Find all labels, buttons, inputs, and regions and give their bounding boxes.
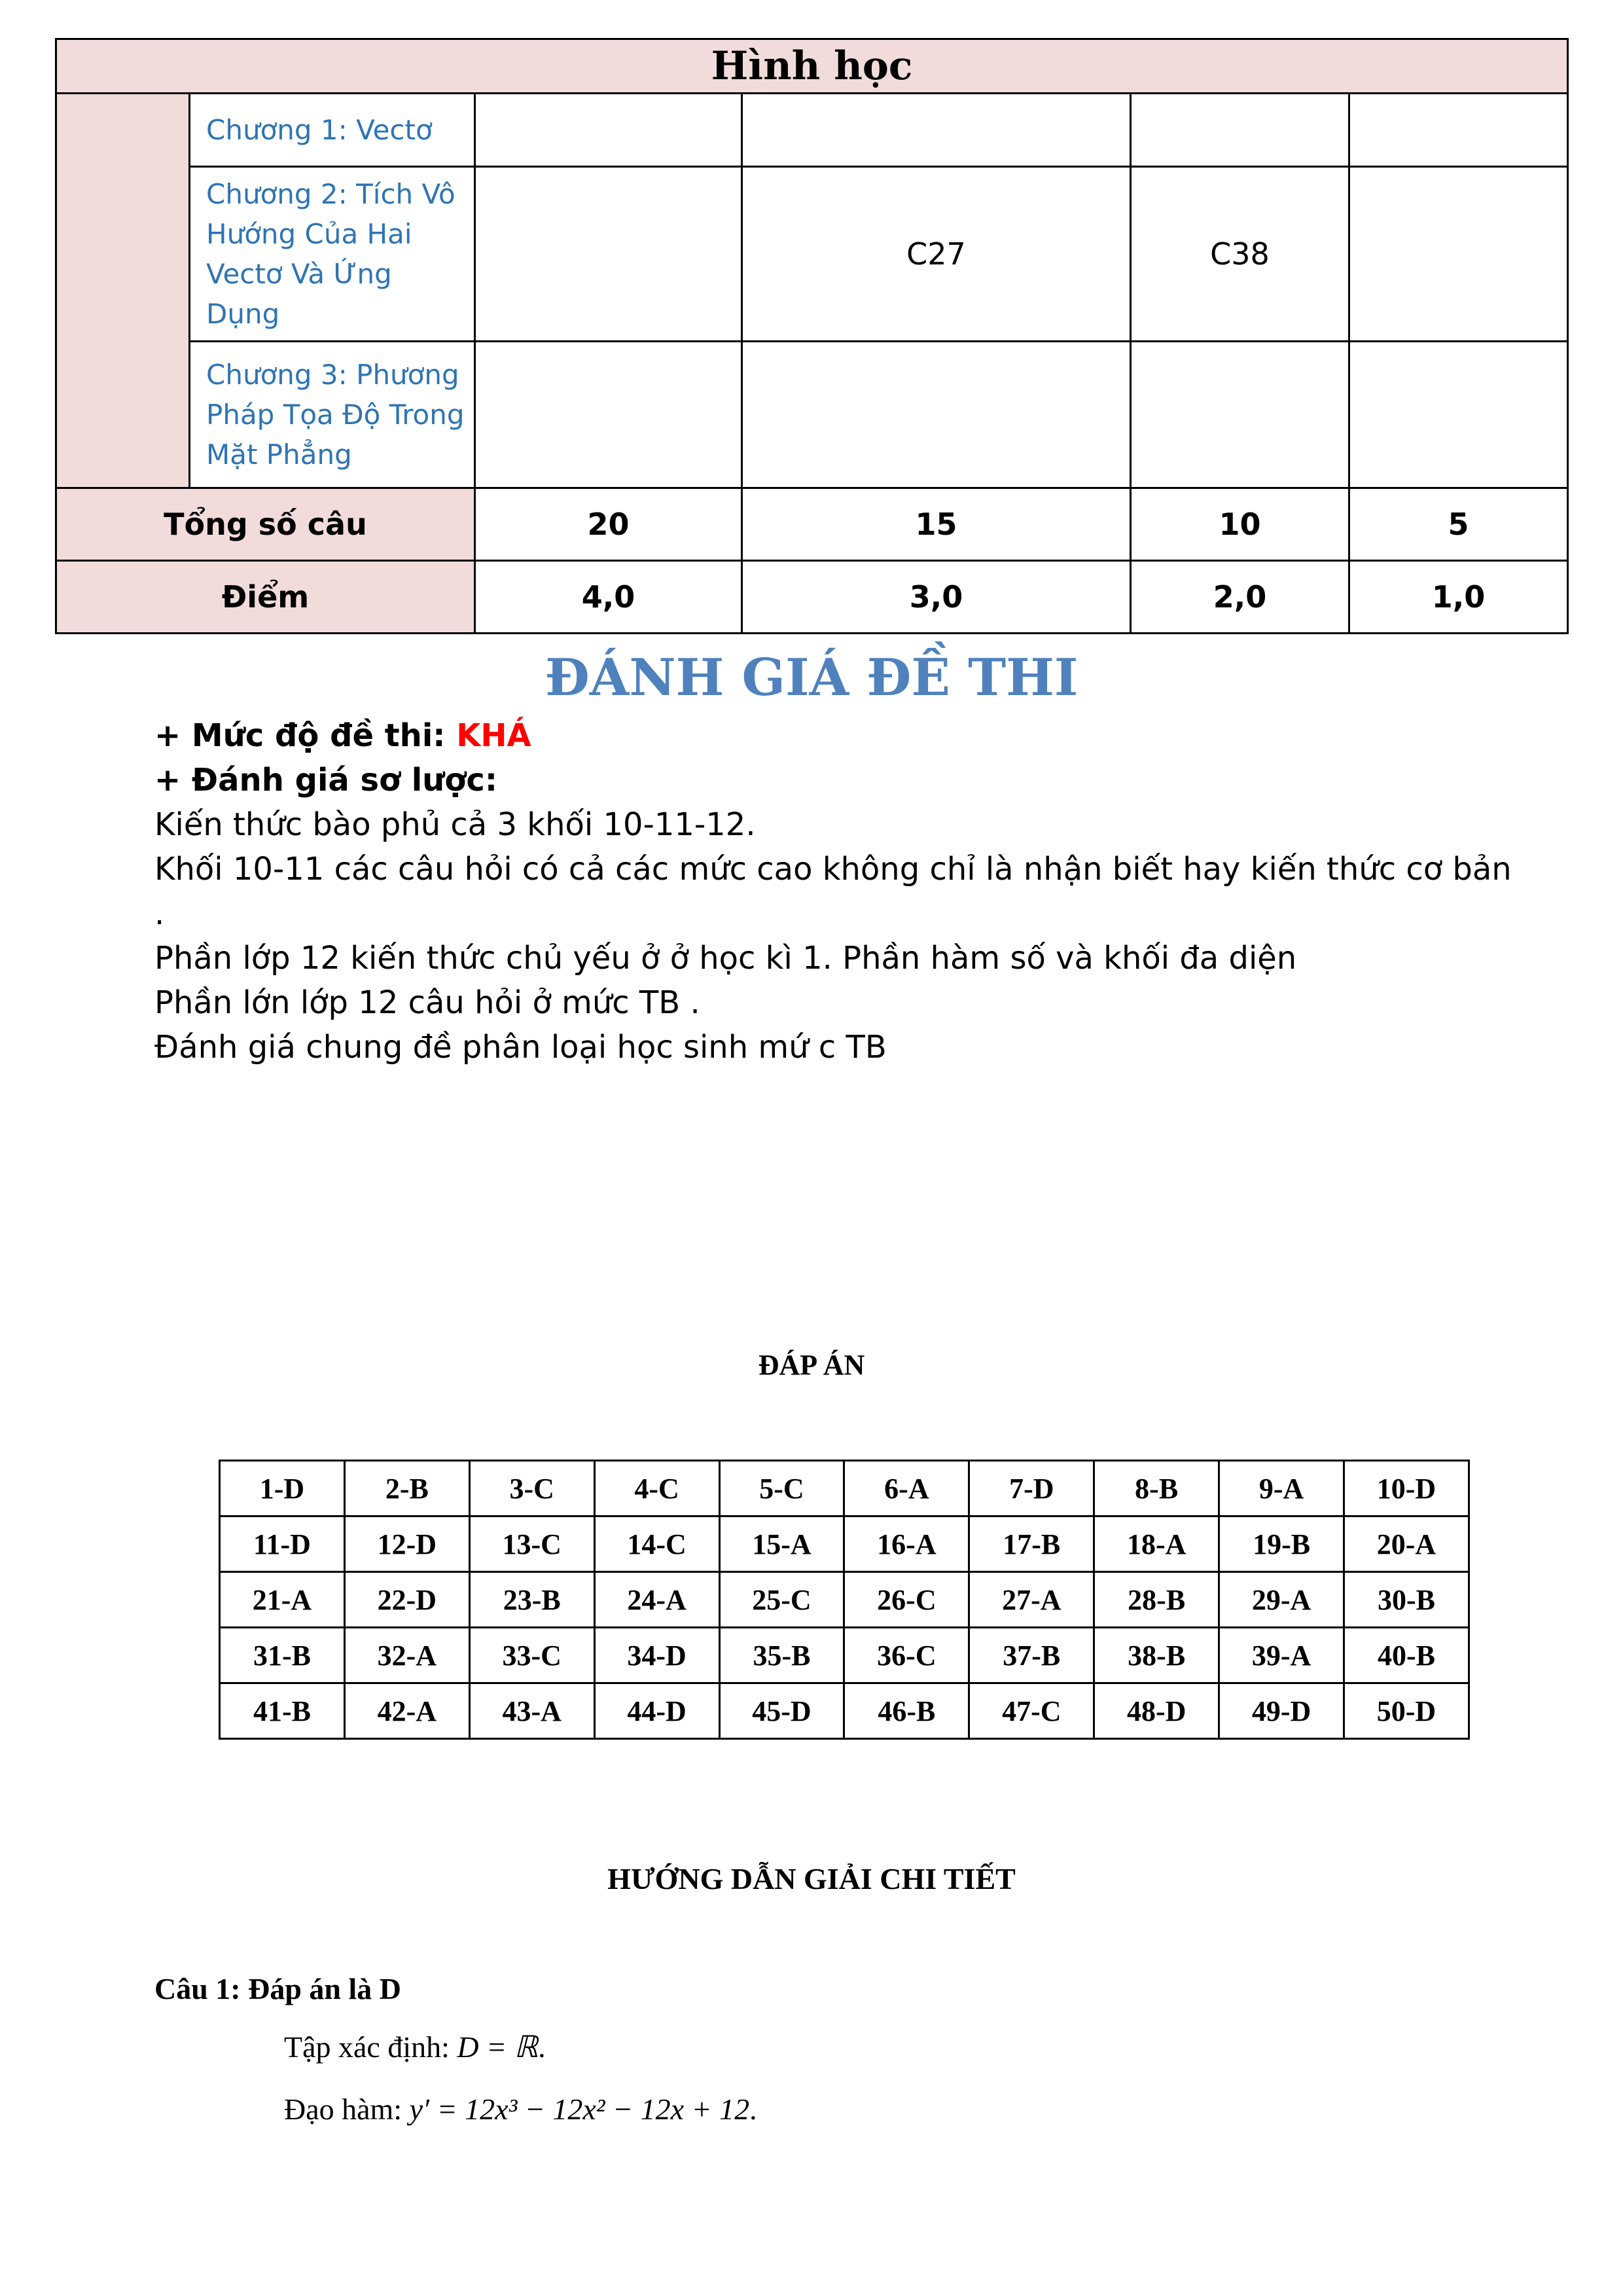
answer-cell: 48-D bbox=[1094, 1683, 1219, 1739]
total-value: 10 bbox=[1131, 488, 1349, 561]
matrix-cell bbox=[475, 167, 742, 342]
answer-cell: 23-B bbox=[469, 1572, 594, 1628]
answer-cell: 18-A bbox=[1094, 1516, 1219, 1572]
score-row bbox=[56, 561, 1568, 634]
answer-cell: 7-D bbox=[969, 1461, 1094, 1516]
domain-line bbox=[284, 2029, 546, 2064]
score-value: 2,0 bbox=[1131, 561, 1349, 634]
matrix-cell bbox=[742, 342, 1131, 488]
matrix-cell: C38 bbox=[1131, 167, 1349, 342]
level-line bbox=[154, 713, 1594, 758]
derivative-math: y′ = 12x³ − 12x² − 12x + 12 bbox=[409, 2092, 750, 2126]
answer-row bbox=[220, 1461, 1469, 1516]
matrix-cell bbox=[475, 342, 742, 488]
answer-cell: 46-B bbox=[844, 1683, 969, 1739]
chapter-name: Chương 1: Vectơ bbox=[190, 94, 475, 167]
answer-cell: 14-C bbox=[594, 1516, 719, 1572]
evaluation-line: . bbox=[154, 895, 165, 932]
answer-cell: 9-A bbox=[1219, 1461, 1344, 1516]
answer-cell: 27-A bbox=[969, 1572, 1094, 1628]
answer-cell: 8-B bbox=[1094, 1461, 1219, 1516]
answer-cell: 44-D bbox=[594, 1683, 719, 1739]
answer-cell: 47-C bbox=[969, 1683, 1094, 1739]
total-label: Tổng số câu bbox=[56, 488, 475, 561]
answer-cell: 10-D bbox=[1344, 1461, 1469, 1516]
matrix-cell: C27 bbox=[742, 167, 1131, 342]
answer-cell: 17-B bbox=[969, 1516, 1094, 1572]
answer-row bbox=[220, 1572, 1469, 1628]
total-value: 5 bbox=[1349, 488, 1568, 561]
answer-cell: 35-B bbox=[719, 1628, 844, 1683]
answer-cell: 2-B bbox=[344, 1461, 469, 1516]
answer-cell: 12-D bbox=[344, 1516, 469, 1572]
answer-cell: 5-C bbox=[719, 1461, 844, 1516]
matrix-cell bbox=[742, 94, 1131, 167]
answer-cell: 13-C bbox=[469, 1516, 594, 1572]
matrix-cell bbox=[475, 94, 742, 167]
chapter-row bbox=[56, 342, 1568, 488]
evaluation-line: Đánh giá chung đề phân loại học sinh mứ c TB bbox=[154, 1029, 887, 1066]
solution-title: HƯỚNG DẪN GIẢI CHI TIẾT bbox=[607, 1862, 1016, 1895]
answer-cell: 39-A bbox=[1219, 1628, 1344, 1683]
answer-row bbox=[220, 1683, 1469, 1739]
answer-cell: 43-A bbox=[469, 1683, 594, 1739]
answer-cell: 15-A bbox=[719, 1516, 844, 1572]
total-value: 20 bbox=[475, 488, 742, 561]
answer-cell: 30-B bbox=[1344, 1572, 1469, 1628]
answer-cell: 6-A bbox=[844, 1461, 969, 1516]
answer-cell: 28-B bbox=[1094, 1572, 1219, 1628]
answer-cell: 21-A bbox=[220, 1572, 345, 1628]
matrix-cell bbox=[1349, 342, 1568, 488]
matrix-header-row bbox=[56, 39, 1568, 94]
score-value: 1,0 bbox=[1349, 561, 1568, 634]
derivative-line bbox=[284, 2092, 757, 2126]
answer-cell: 19-B bbox=[1219, 1516, 1344, 1572]
answer-cell: 40-B bbox=[1344, 1628, 1469, 1683]
evaluation-line: Kiến thức bào phủ cả 3 khối 10-11-12. bbox=[154, 806, 756, 843]
matrix-cell bbox=[1349, 94, 1568, 167]
score-value: 4,0 bbox=[475, 561, 742, 634]
answer-cell: 25-C bbox=[719, 1572, 844, 1628]
period: . bbox=[749, 2092, 757, 2126]
domain-math: D = ℝ bbox=[457, 2030, 539, 2064]
answer-cell: 36-C bbox=[844, 1628, 969, 1683]
answer-key-title: ĐÁP ÁN bbox=[758, 1349, 865, 1381]
answer-cell: 49-D bbox=[1219, 1683, 1344, 1739]
total-value: 15 bbox=[742, 488, 1131, 561]
evaluation-line: Khối 10-11 các câu hỏi có cả các mức cao không chỉ là nhận biết hay kiến thức cơ bản bbox=[154, 851, 1512, 888]
chapter-name: Chương 3: Phương Pháp Tọa Độ Trong Mặt Phẳng bbox=[190, 342, 475, 488]
answer-cell: 33-C bbox=[469, 1628, 594, 1683]
level-label: + Mức độ đề thi: bbox=[154, 717, 457, 754]
answer-cell: 22-D bbox=[344, 1572, 469, 1628]
matrix-side-cell bbox=[56, 94, 190, 488]
answer-cell: 4-C bbox=[594, 1461, 719, 1516]
score-label: Điểm bbox=[56, 561, 475, 634]
answer-cell: 16-A bbox=[844, 1516, 969, 1572]
answer-cell: 24-A bbox=[594, 1572, 719, 1628]
answer-cell: 34-D bbox=[594, 1628, 719, 1683]
answer-cell: 3-C bbox=[469, 1461, 594, 1516]
period: . bbox=[538, 2030, 546, 2064]
derivative-label: Đạo hàm: bbox=[284, 2092, 410, 2126]
matrix-cell bbox=[1349, 167, 1568, 342]
score-value: 3,0 bbox=[742, 561, 1131, 634]
answer-row bbox=[220, 1628, 1469, 1683]
matrix-table bbox=[55, 38, 1569, 634]
answer-row bbox=[220, 1516, 1469, 1572]
answer-key-table bbox=[219, 1460, 1470, 1740]
level-value: KHÁ bbox=[456, 717, 531, 754]
total-row bbox=[56, 488, 1568, 561]
answer-cell: 11-D bbox=[220, 1516, 345, 1572]
answer-cell: 41-B bbox=[220, 1683, 345, 1739]
answer-cell: 42-A bbox=[344, 1683, 469, 1739]
answer-cell: 37-B bbox=[969, 1628, 1094, 1683]
answer-cell: 1-D bbox=[220, 1461, 345, 1516]
question-heading: Câu 1: Đáp án là D bbox=[154, 1972, 402, 2005]
matrix-cell bbox=[1131, 342, 1349, 488]
answer-cell: 26-C bbox=[844, 1572, 969, 1628]
evaluation-line: Phần lớp 12 kiến thức chủ yếu ở ở học kì 1. Phần hàm số và khối đa diện bbox=[154, 940, 1297, 977]
answer-cell: 29-A bbox=[1219, 1572, 1344, 1628]
evaluation-line: Phần lớn lớp 12 câu hỏi ở mức TB . bbox=[154, 984, 700, 1021]
matrix-header: Hình học bbox=[56, 39, 1568, 94]
chapter-name: Chương 2: Tích Vô Hướng Của Hai Vectơ Và Ứng Dụng bbox=[190, 167, 475, 342]
answer-cell: 20-A bbox=[1344, 1516, 1469, 1572]
chapter-row bbox=[56, 167, 1568, 342]
answer-cell: 38-B bbox=[1094, 1628, 1219, 1683]
summary-label: + Đánh giá sơ lược: bbox=[154, 762, 498, 798]
answer-cell: 32-A bbox=[344, 1628, 469, 1683]
evaluation-title: ĐÁNH GIÁ ĐỀ THI bbox=[544, 648, 1079, 708]
domain-label: Tập xác định: bbox=[284, 2030, 457, 2064]
answer-cell: 50-D bbox=[1344, 1683, 1469, 1739]
answer-cell: 31-B bbox=[220, 1628, 345, 1683]
answer-cell: 45-D bbox=[719, 1683, 844, 1739]
matrix-cell bbox=[1131, 94, 1349, 167]
evaluation-body bbox=[154, 713, 1594, 1069]
chapter-row bbox=[56, 94, 1568, 167]
